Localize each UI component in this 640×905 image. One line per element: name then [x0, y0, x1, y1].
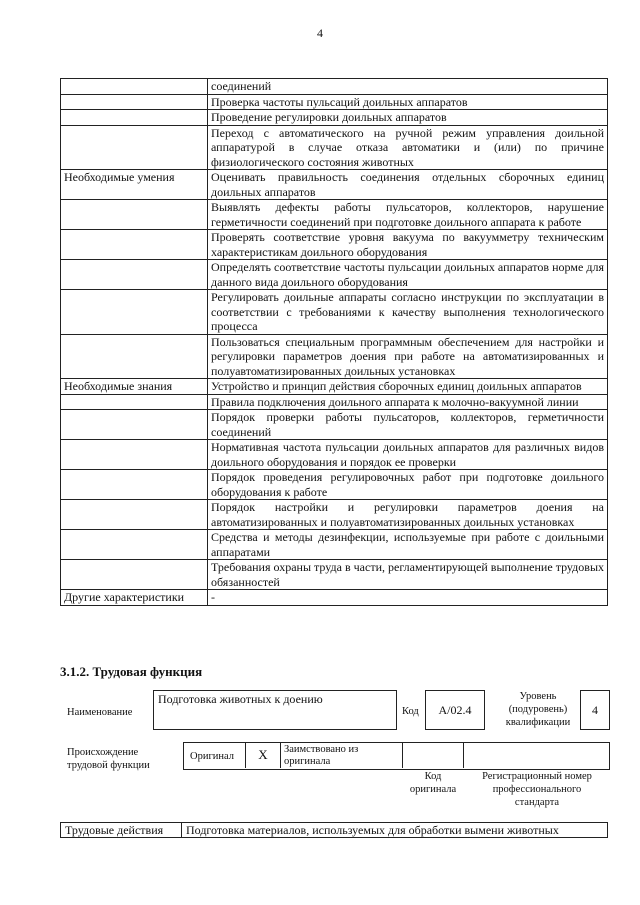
labor-actions-table: [60, 822, 608, 838]
table-row: [61, 334, 608, 379]
row-text: Средства и методы дезинфекции, используемые при работе с доильными аппаратами: [208, 530, 608, 560]
row-label: [61, 470, 208, 500]
table-row: [61, 125, 608, 170]
row-text: Переход с автоматического на ручной режим управления доильной аппаратурой в случае отказа автоматики и (или) по причине физиологического состояния животных: [208, 125, 608, 170]
row-text: Регулировать доильные аппараты согласно инструкции по эксплуатации в соответствии с требованиями к качеству выполнения технологического процесса: [208, 290, 608, 335]
level-label: Уровень (подуровень) квалификации: [505, 691, 571, 728]
row-label: [61, 394, 208, 410]
table-row: [61, 260, 608, 290]
row-text: Проведение регулировки доильных аппаратов: [208, 110, 608, 126]
section-title: 3.1.2. Трудовая функция: [60, 664, 203, 679]
row-text: Выявлять дефекты работы пульсаторов, коллекторов, нарушение герметичности соединений при подготовке доильного аппарата к работе: [208, 200, 608, 230]
name-label: Наименование: [67, 707, 133, 718]
row-text: Требования охраны труда в части, регламентирующей выполнение трудовых обязанностей: [208, 560, 608, 590]
table-row: [61, 230, 608, 260]
reg-caption: Регистрационный номер профессионального стандарта: [482, 771, 592, 808]
row-label: Необходимые умения: [61, 170, 208, 200]
original-mark: X: [245, 742, 281, 768]
labor-actions-text: Подготовка материалов, используемых для обработки вымени животных: [182, 823, 608, 838]
row-label: [61, 410, 208, 440]
row-text: Порядок настройки и регулировки параметров доения на автоматизированных и полуавтоматизированных доильных установках: [208, 500, 608, 530]
row-text: Проверка частоты пульсаций доильных аппаратов: [208, 94, 608, 110]
row-label: [61, 125, 208, 170]
row-text: -: [208, 590, 608, 606]
row-label: [61, 110, 208, 126]
code-label: Код: [402, 706, 419, 717]
row-text: Оценивать правильность соединения отдельных сборочных единиц доильных аппаратов: [208, 170, 608, 200]
labor-actions-label: Трудовые действия: [61, 823, 182, 838]
table-row: [61, 394, 608, 410]
row-label: [61, 290, 208, 335]
row-text: Порядок проверки работы пульсаторов, коллекторов, герметичности соединений: [208, 410, 608, 440]
table-row: [61, 170, 608, 200]
table-row: [61, 200, 608, 230]
row-label: [61, 94, 208, 110]
row-label: [61, 200, 208, 230]
table-row: [61, 560, 608, 590]
row-label: [61, 560, 208, 590]
table-row: [61, 530, 608, 560]
row-label: [61, 334, 208, 379]
row-text: соединений: [208, 79, 608, 95]
borrowed-label: Заимствовано из оригинала: [284, 744, 359, 767]
row-text: Порядок проведения регулировочных работ при подготовке доильного оборудования к работе: [208, 470, 608, 500]
row-label: Необходимые знания: [61, 379, 208, 395]
row-text: Определять соответствие частоты пульсации доильных аппаратов норме для данного вида доильного оборудования: [208, 260, 608, 290]
table-row: [61, 500, 608, 530]
table-row: [61, 79, 608, 95]
row-label: [61, 260, 208, 290]
origin-label: Происхождение трудовой функции: [67, 747, 150, 771]
requirements-table: [60, 78, 608, 606]
row-text: Устройство и принцип действия сборочных единиц доильных аппаратов: [208, 379, 608, 395]
table-row: [61, 590, 608, 606]
row-label: Другие характеристики: [61, 590, 208, 606]
row-label: [61, 500, 208, 530]
row-text: Пользоваться специальным программным обеспечением для настройки и регулировки параметров доения при работе на автоматизированных и полуавтоматизированных доильных установках: [208, 334, 608, 379]
table-row: [61, 410, 608, 440]
page-number: 4: [317, 26, 323, 40]
table-row: [61, 440, 608, 470]
table-row: [61, 470, 608, 500]
table-row: [61, 110, 608, 126]
table-row: [61, 290, 608, 335]
row-label: [61, 530, 208, 560]
original-label: Оригинал: [190, 751, 234, 762]
row-text: Нормативная частота пульсации доильных аппаратов для различных видов доильного оборудования и порядок ее проверки: [208, 440, 608, 470]
table-row: [61, 379, 608, 395]
row-label: [61, 230, 208, 260]
row-text: Правила подключения доильного аппарата к молочно-вакуумной линии: [208, 394, 608, 410]
code-caption: Код оригинала: [409, 771, 457, 795]
table-row: [61, 94, 608, 110]
level-value: 4: [580, 690, 610, 730]
function-name-value: Подготовка животных к доению: [158, 692, 323, 706]
row-text: Проверять соответствие уровня вакуума по вакуумметру техническим характеристикам доильного оборудования: [208, 230, 608, 260]
function-code-value: A/02.4: [425, 690, 485, 730]
original-code-cell: [402, 742, 464, 768]
function-name-box: [153, 690, 397, 730]
row-label: [61, 440, 208, 470]
row-label: [61, 79, 208, 95]
